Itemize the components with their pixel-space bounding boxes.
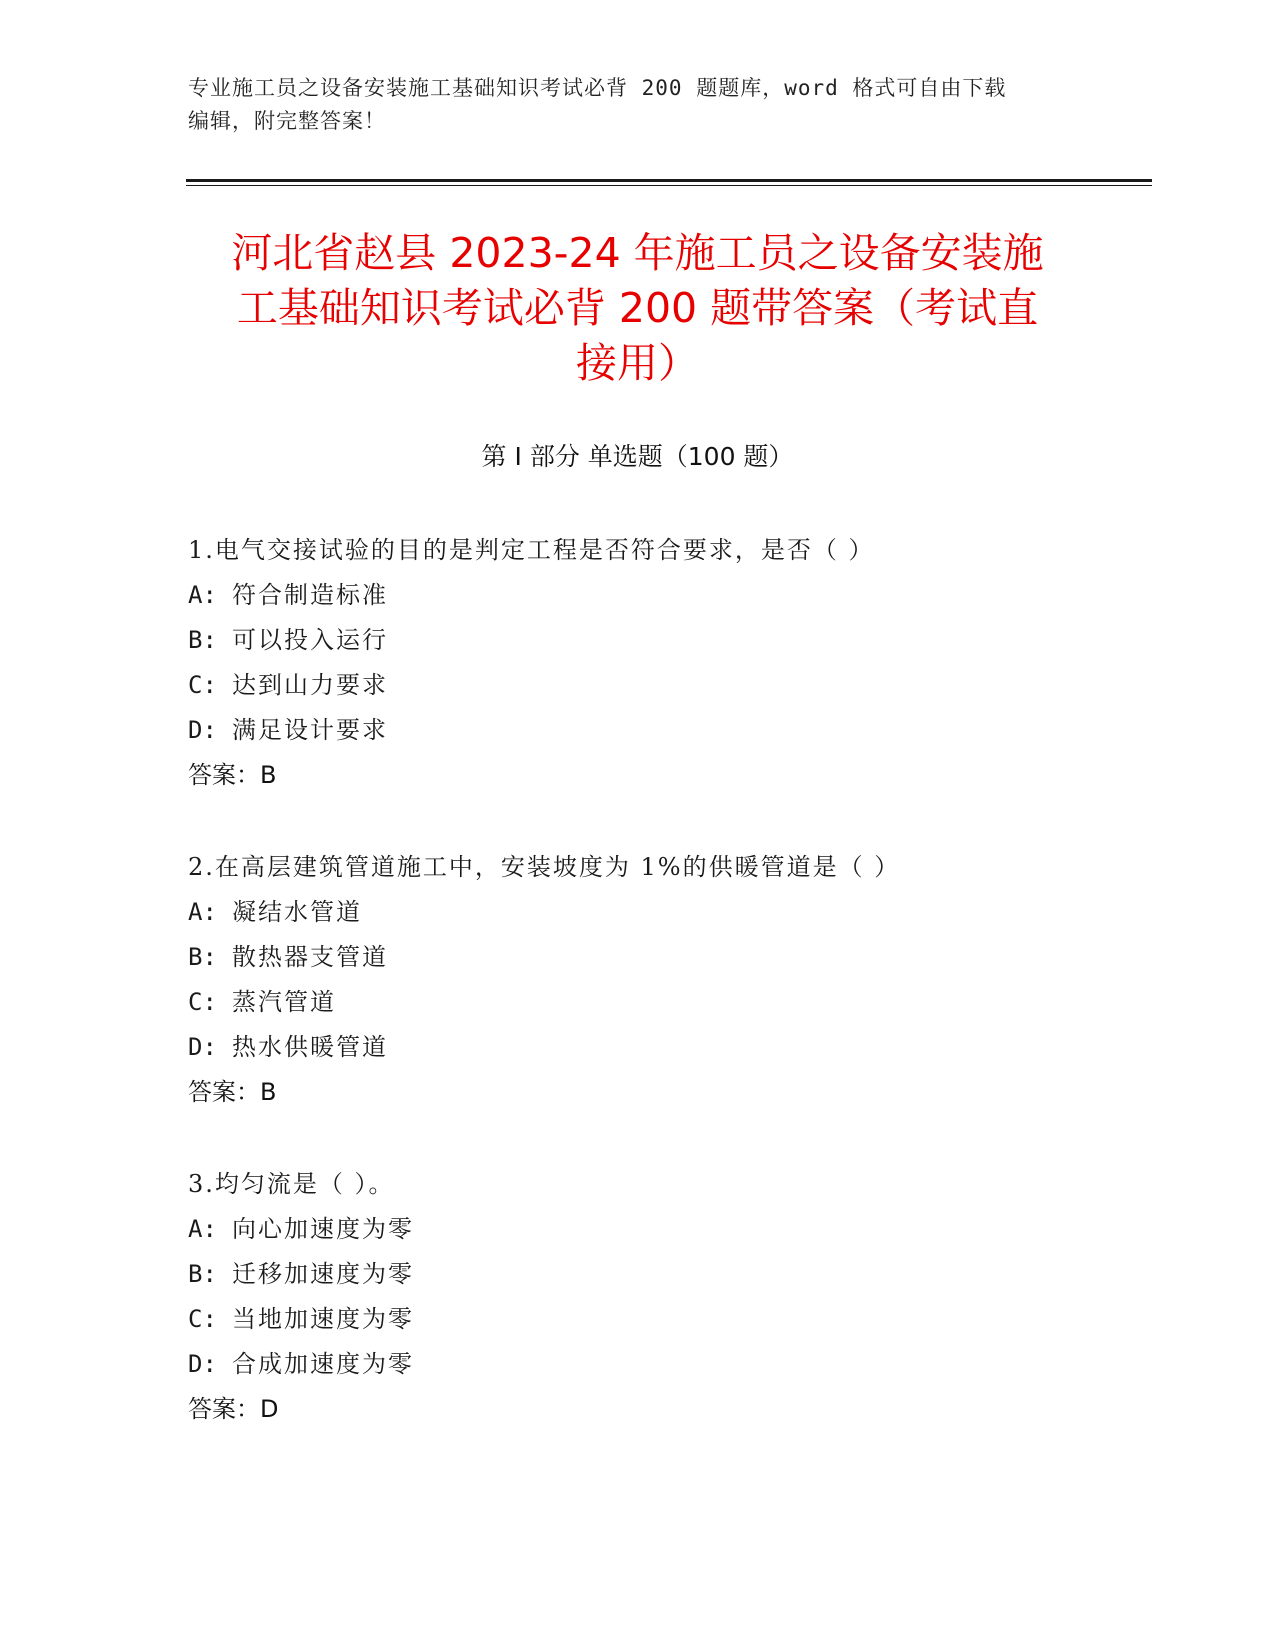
option-letter: A: [188,581,217,609]
option-d [188,1342,1148,1387]
header-note-line-2: 编辑，附完整答案！ [188,109,386,133]
option-text: 合成加速度为零 [232,1350,414,1378]
question-stem: 3.均匀流是（ ）。 [188,1170,395,1198]
option-letter: B: [188,626,217,654]
section-heading: 第 I 部分 单选题（100 题） [481,442,794,471]
option-c [188,663,1148,708]
answer-line [188,1070,1148,1115]
question-list [188,528,1148,1479]
option-letter: A: [188,898,217,926]
option-text: 蒸汽管道 [232,988,336,1016]
option-text: 凝结水管道 [232,898,362,926]
option-text: 达到山力要求 [232,671,388,699]
option-b [188,618,1148,663]
document-title-line-1: 河北省赵县 2023-24 年施工员之设备安装施 [231,229,1044,277]
option-letter: A: [188,1215,217,1243]
document-title-line-3: 接用） [576,339,699,387]
question-stem: 1.电气交接试验的目的是判定工程是否符合要求，是否（ ） [188,536,875,564]
answer-label: 答案： [188,761,260,789]
option-letter: D: [188,716,217,744]
question-stem: 2.在高层建筑管道施工中，安装坡度为 1%的供暖管道是（ ） [188,853,901,881]
option-letter: C: [188,1305,217,1333]
answer-label: 答案： [188,1078,260,1106]
question-2 [188,845,1148,1115]
option-c [188,980,1148,1025]
option-text: 满足设计要求 [232,716,388,744]
answer-value: B [260,1078,277,1106]
option-letter: B: [188,943,217,971]
option-a [188,890,1148,935]
option-text: 当地加速度为零 [232,1305,414,1333]
option-text: 散热器支管道 [232,943,388,971]
question-3 [188,1162,1148,1432]
option-letter: D: [188,1033,217,1061]
option-letter: D: [188,1350,217,1378]
option-b [188,1252,1148,1297]
document-title [150,226,1125,391]
header-rule-thick [186,179,1152,182]
answer-value: D [260,1395,279,1423]
option-text: 符合制造标准 [232,581,388,609]
option-d [188,708,1148,753]
answer-label: 答案： [188,1395,260,1423]
document-title-line-2: 工基础知识考试必背 200 题带答案（考试直 [236,284,1039,332]
header-rule-thin [186,185,1152,186]
answer-line [188,1387,1148,1432]
question-1 [188,528,1148,798]
option-a [188,1207,1148,1252]
answer-line [188,753,1148,798]
header-note-line-1: 专业施工员之设备安装施工基础知识考试必背 200 题题库，word 格式可自由下载 [188,76,1007,100]
header-note [188,72,1088,138]
option-text: 迁移加速度为零 [232,1260,414,1288]
option-letter: C: [188,988,217,1016]
option-text: 可以投入运行 [232,626,388,654]
option-c [188,1297,1148,1342]
option-letter: C: [188,671,217,699]
option-letter: B: [188,1260,217,1288]
answer-value: B [260,761,277,789]
option-a [188,573,1148,618]
option-d [188,1025,1148,1070]
option-b [188,935,1148,980]
option-text: 热水供暖管道 [232,1033,388,1061]
option-text: 向心加速度为零 [232,1215,414,1243]
